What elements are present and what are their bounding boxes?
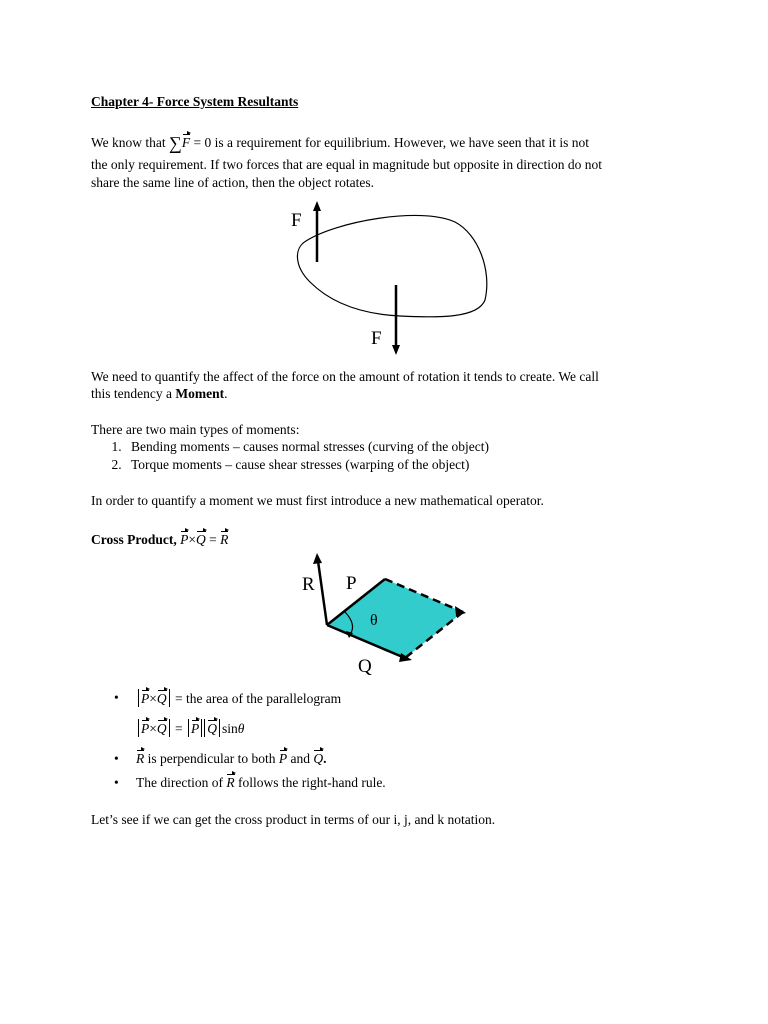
intro-line-3: share the same line of action, then the object rotates. [91,175,375,190]
moment-line-1: We need to quantify the affect of the force on the amount of rotation it tends to create. We call [91,369,599,384]
list-item: 2. Torque moments – cause shear stresses (warping of the object) [125,456,691,474]
q-label: Q [358,656,372,677]
types-intro: There are two main types of moments: [91,422,300,437]
bullet-dot: • [114,690,119,705]
body-outline [297,215,486,316]
operator-line: In order to quantify a moment we must first introduce a new mathematical operator. [91,493,544,508]
magnitude-formula: P×Q = P Q sinθ [136,719,244,738]
summation-symbol: ∑ [169,133,182,153]
r-vector [318,561,327,625]
types-list [91,438,691,474]
cross-product-heading: Cross Product, P×Q = R [91,532,229,547]
intro-line-1: We know that ∑F = 0 is a requirement for equilibrium. However, we have seen that it is not [91,133,589,153]
theta-label: θ [370,612,378,629]
force-vector-symbol: F [181,135,191,150]
dashed-arrowhead [455,606,466,616]
bullet-right-hand-rule: The direction of R follows the right-hand rule. [136,775,386,790]
bullet-dot: • [114,751,119,766]
page-title: Chapter 4- Force System Resultants [91,94,299,109]
bullet-area: P×Q = the area of the parallelogram [136,689,341,708]
force-label-bottom: F [371,328,382,349]
p-label: P [346,573,357,594]
r-label: R [302,574,315,595]
force-label-top: F [291,210,302,231]
arrowhead-up [313,201,321,211]
moment-line-2: this tendency a Moment. [91,386,228,401]
intro-line-2: the only requirement. If two forces that are equal in magnitude but opposite in direction do not [91,157,602,172]
moment-term: Moment [175,386,225,401]
bullet-perpendicular: R is perpendicular to both P and Q. [136,751,327,766]
r-arrowhead [313,553,322,564]
list-item: 1. Bending moments – causes normal stresses (curving of the object) [125,438,691,456]
couple-figure [280,196,510,360]
bullet-dot: • [114,775,119,790]
arrowhead-down [392,345,400,355]
cross-product-figure [295,548,475,678]
closing-line: Let’s see if we can get the cross product in terms of our i, j, and k notation. [91,812,496,827]
